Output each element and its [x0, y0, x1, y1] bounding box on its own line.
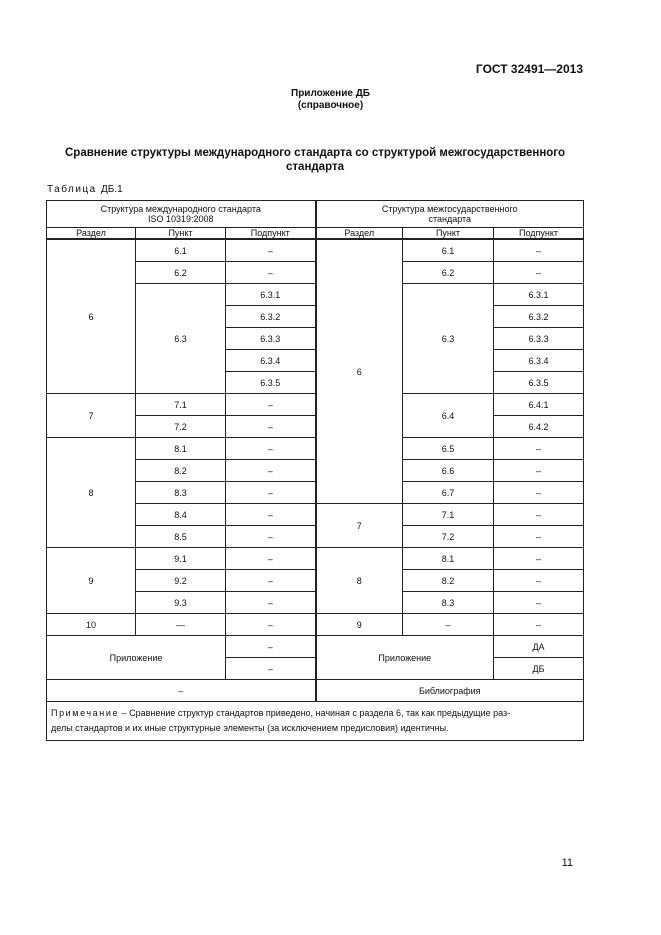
note-text-line-1: – Сравнение структур стандартов приведено, начиная с раздела 6, так как предыдущие раз-	[119, 708, 511, 718]
col-header-right-clause: Пункт	[403, 228, 494, 240]
left-subclause-cell: –	[226, 460, 316, 482]
group-header-interstate-line-2: стандарта	[428, 214, 472, 224]
right-section-cell: 8	[316, 548, 403, 614]
left-clause-cell: 8.3	[136, 482, 226, 504]
left-subclause-cell: –	[226, 416, 316, 438]
right-clause-cell: 6.4	[403, 394, 494, 438]
table-row-annex	[47, 636, 584, 658]
right-clause-cell: 8.3	[403, 592, 494, 614]
left-annex-cell: –	[226, 658, 316, 680]
table-row	[47, 239, 584, 262]
right-bibliography-cell: Библиография	[316, 680, 584, 702]
left-clause-cell: 7.1	[136, 394, 226, 416]
right-clause-cell: 6.1	[403, 239, 494, 262]
right-subclause-cell: –	[494, 570, 584, 592]
left-clause-cell: 8.5	[136, 526, 226, 548]
right-clause-cell: 7.1	[403, 504, 494, 526]
right-clause-cell: 8.1	[403, 548, 494, 570]
left-subclause-cell: –	[226, 592, 316, 614]
right-annex-cell: ДА	[494, 636, 584, 658]
left-clause-cell: 7.2	[136, 416, 226, 438]
table-row	[47, 548, 584, 570]
right-subclause-cell: –	[494, 262, 584, 284]
col-header-right-subclause: Подпункт	[494, 228, 584, 240]
right-subclause-cell: 6.4.1	[494, 394, 584, 416]
group-header-interstate-line-1: Структура межгосударственного	[381, 204, 518, 214]
col-header-right-section: Раздел	[316, 228, 403, 240]
left-subclause-cell: –	[226, 262, 316, 284]
left-clause-cell: —	[136, 614, 226, 636]
left-clause-cell: 8.1	[136, 438, 226, 460]
right-subclause-cell: 6.3.3	[494, 328, 584, 350]
right-clause-cell: –	[403, 614, 494, 636]
right-section-cell: 7	[316, 504, 403, 548]
comparison-heading	[60, 146, 570, 174]
right-subclause-cell: 6.4.2	[494, 416, 584, 438]
right-annex-label: Приложение	[316, 636, 494, 680]
left-subclause-cell: –	[226, 548, 316, 570]
group-header-interstate	[316, 201, 584, 228]
left-clause-cell: 8.4	[136, 504, 226, 526]
left-subclause-cell: –	[226, 526, 316, 548]
col-header-left-clause: Пункт	[136, 228, 226, 240]
column-header-row	[47, 228, 584, 240]
left-subclause-cell: –	[226, 239, 316, 262]
structure-comparison-table	[46, 200, 584, 741]
table-row-bibliography	[47, 680, 584, 702]
left-subclause-cell: –	[226, 482, 316, 504]
table-caption	[47, 184, 123, 195]
right-subclause-cell: –	[494, 239, 584, 262]
right-subclause-cell: –	[494, 548, 584, 570]
right-section-cell: 9	[316, 614, 403, 636]
right-subclause-cell: –	[494, 504, 584, 526]
right-clause-cell: 6.3	[403, 284, 494, 394]
right-clause-cell: 6.5	[403, 438, 494, 460]
left-subclause-cell: –	[226, 504, 316, 526]
left-subclause-cell: 6.3.4	[226, 350, 316, 372]
left-section-cell: 10	[47, 614, 136, 636]
left-clause-cell: 6.3	[136, 284, 226, 394]
group-header-international	[47, 201, 316, 228]
left-section-cell: 6	[47, 239, 136, 394]
group-header-international-line-2: ISO 10319:2008	[147, 214, 214, 224]
left-clause-cell: 9.3	[136, 592, 226, 614]
left-subclause-cell: 6.3.2	[226, 306, 316, 328]
standard-code: ГОСТ 32491—2013	[475, 62, 583, 76]
left-section-cell: 9	[47, 548, 136, 614]
right-clause-cell: 6.2	[403, 262, 494, 284]
table-row	[47, 394, 584, 416]
heading-line-1: Сравнение структуры международного стандарта со структурой межгосударственного	[65, 147, 565, 159]
note-text-line-2: делы стандартов и их иные структурные элементы (за исключением предисловия) идентичны.	[51, 723, 449, 733]
left-clause-cell: 6.2	[136, 262, 226, 284]
right-section-cell: 6	[316, 239, 403, 504]
table-caption-label: Таблица	[47, 184, 97, 195]
right-clause-cell: 6.6	[403, 460, 494, 482]
left-subclause-cell: –	[226, 438, 316, 460]
table-header-row	[47, 201, 584, 228]
group-header-international-line-1: Структура международного стандарта	[100, 204, 261, 214]
right-subclause-cell: 6.3.5	[494, 372, 584, 394]
right-annex-cell: ДБ	[494, 658, 584, 680]
annex-subtitle: (справочное)	[297, 100, 364, 111]
table-row	[47, 438, 584, 460]
right-clause-cell: 6.7	[403, 482, 494, 504]
note-label: Примечание	[51, 708, 120, 718]
left-clause-cell: 8.2	[136, 460, 226, 482]
left-section-cell: 7	[47, 394, 136, 438]
col-header-left-subclause: Подпункт	[226, 228, 316, 240]
right-subclause-cell: –	[494, 438, 584, 460]
left-subclause-cell: –	[226, 614, 316, 636]
page-number: 11	[561, 857, 573, 869]
left-bibliography-cell: –	[47, 680, 316, 702]
right-clause-cell: 8.2	[403, 570, 494, 592]
left-clause-cell: 9.1	[136, 548, 226, 570]
left-clause-cell: 6.1	[136, 239, 226, 262]
annex-title-block	[0, 88, 661, 112]
right-subclause-cell: –	[494, 614, 584, 636]
heading-line-2: стандарта	[286, 161, 344, 173]
left-subclause-cell: 6.3.1	[226, 284, 316, 306]
table-row	[47, 614, 584, 636]
right-subclause-cell: 6.3.1	[494, 284, 584, 306]
left-annex-label: Приложение	[47, 636, 226, 680]
left-subclause-cell: 6.3.3	[226, 328, 316, 350]
left-annex-cell: –	[226, 636, 316, 658]
col-header-left-section: Раздел	[47, 228, 136, 240]
left-clause-cell: 9.2	[136, 570, 226, 592]
right-subclause-cell: 6.3.4	[494, 350, 584, 372]
left-subclause-cell: –	[226, 394, 316, 416]
right-clause-cell: 7.2	[403, 526, 494, 548]
left-section-cell: 8	[47, 438, 136, 548]
left-subclause-cell: –	[226, 570, 316, 592]
left-subclause-cell: 6.3.5	[226, 372, 316, 394]
right-subclause-cell: –	[494, 460, 584, 482]
right-subclause-cell: –	[494, 592, 584, 614]
right-subclause-cell: –	[494, 482, 584, 504]
table-caption-number: ДБ.1	[101, 184, 123, 195]
table-note-row	[47, 702, 584, 741]
right-subclause-cell: –	[494, 526, 584, 548]
right-subclause-cell: 6.3.2	[494, 306, 584, 328]
table-note	[47, 702, 584, 741]
annex-title: Приложение ДБ	[291, 88, 370, 99]
